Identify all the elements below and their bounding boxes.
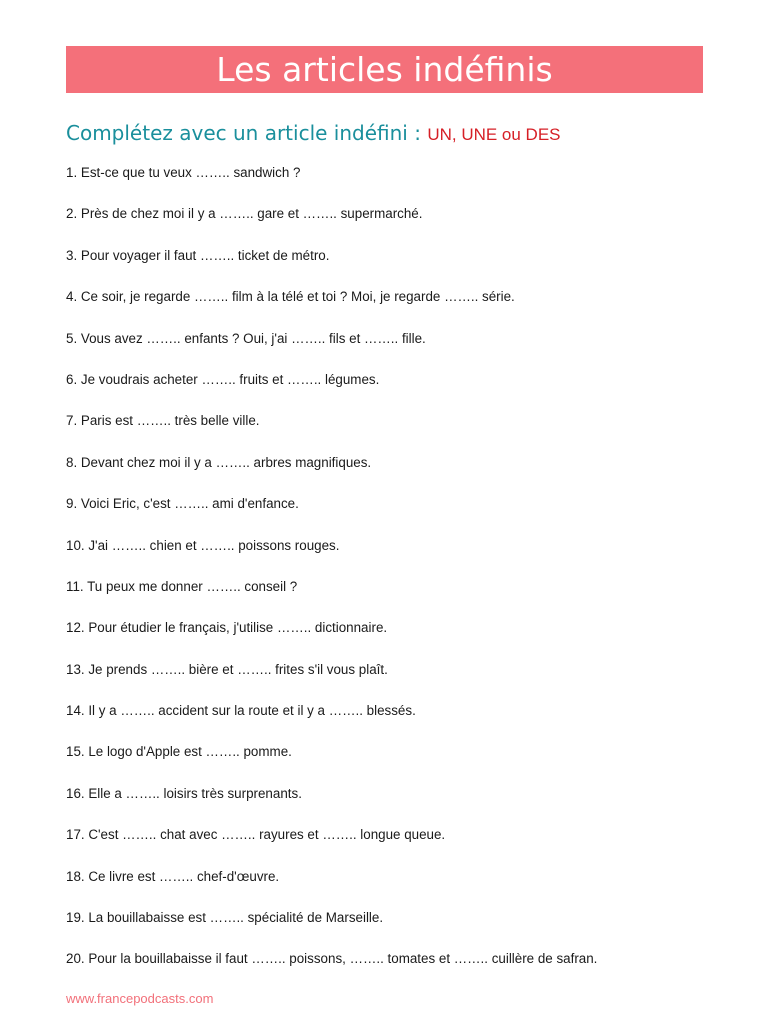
exercise-item-15: 15. Le logo d'Apple est …….. pomme. — [66, 744, 292, 760]
exercise-item-20: 20. Pour la bouillabaisse il faut …….. poissons, …….. tomates et …….. cuillère de safran. — [66, 951, 598, 967]
exercise-item-13: 13. Je prends …….. bière et …….. frites s'il vous plaît. — [66, 661, 388, 677]
instruction-text: Complétez avec un article indéfini — [66, 121, 408, 145]
exercise-item-7: 7. Paris est …….. très belle ville. — [66, 413, 260, 429]
exercise-item-12: 12. Pour étudier le français, j'utilise …….. dictionnaire. — [66, 620, 388, 636]
exercise-item-1: 1. Est-ce que tu veux …….. sandwich ? — [66, 165, 301, 180]
exercise-item-6: 6. Je voudrais acheter …….. fruits et …….. légumes. — [66, 371, 380, 387]
exercise-item-10: 10. J'ai …….. chien et …….. poissons rouges. — [66, 537, 340, 553]
exercise-item-19: 19. La bouillabaisse est …….. spécialité de Marseille. — [66, 910, 384, 926]
title-banner — [66, 46, 703, 93]
exercise-item-9: 9. Voici Eric, c'est …….. ami d'enfance. — [66, 496, 299, 512]
instruction — [66, 119, 561, 150]
exercise-list — [66, 163, 597, 991]
exercise-item-3: 3. Pour voyager il faut …….. ticket de métro. — [66, 247, 330, 263]
page-title: Les articles indéfinis — [216, 50, 553, 89]
exercise-item-8: 8. Devant chez moi il y a …….. arbres magnifiques. — [66, 454, 372, 470]
exercise-item-18: 18. Ce livre est …….. chef-d'œuvre. — [66, 868, 280, 884]
exercise-item-11: 11. Tu peux me donner …….. conseil ? — [66, 578, 298, 594]
exercise-item-17: 17. C'est …….. chat avec …….. rayures et …….. longue queue. — [66, 827, 446, 843]
instruction-options: UN, UNE ou DES — [427, 125, 561, 144]
footer-website: www.francepodcasts.com — [66, 991, 214, 1006]
exercise-item-5: 5. Vous avez …….. enfants ? Oui, j'ai …….. fils et …….. fille. — [66, 330, 426, 346]
exercise-item-4: 4. Ce soir, je regarde …….. film à la télé et toi ? Moi, je regarde …….. série. — [66, 289, 515, 305]
instruction-separator: : — [407, 121, 428, 145]
exercise-item-16: 16. Elle a …….. loisirs très surprenants. — [66, 785, 302, 801]
exercise-item-2: 2. Près de chez moi il y a …….. gare et …….. supermarché. — [66, 206, 423, 222]
exercise-item-14: 14. Il y a …….. accident sur la route et il y a …….. blessés. — [66, 703, 416, 719]
